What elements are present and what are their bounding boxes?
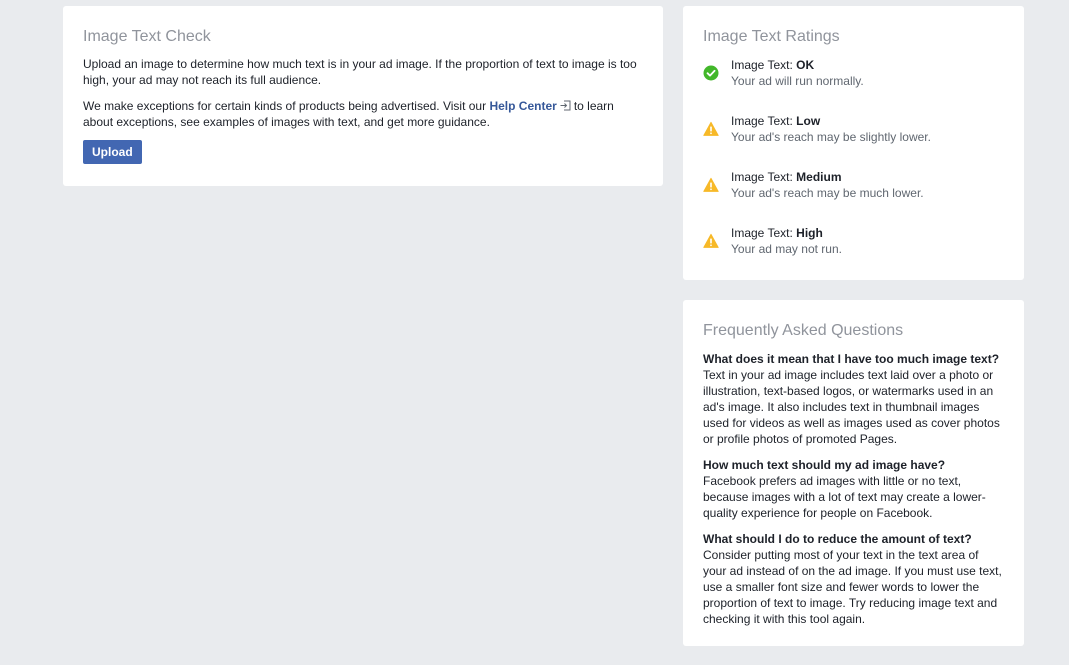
exceptions-text-after: to learn about exceptions, see examples of images with text, and get more guidance. xyxy=(83,99,614,129)
faq-item xyxy=(703,531,1004,627)
upload-button[interactable]: Upload xyxy=(83,140,142,164)
image-text-check-title: Image Text Check xyxy=(83,28,211,45)
upload-description: Upload an image to determine how much text is in your ad image. If the proportion of text to image is too high, your ad may not reach its full audience. xyxy=(83,57,637,87)
faq-item xyxy=(703,351,1004,447)
rating-level: OK xyxy=(796,58,815,72)
exceptions-text xyxy=(83,98,643,130)
external-link-icon[interactable] xyxy=(560,100,571,111)
rating-prefix: Image Text: xyxy=(731,114,797,128)
rating-high xyxy=(703,225,1004,281)
warning-icon xyxy=(703,121,719,137)
warning-icon xyxy=(703,177,719,193)
rating-high-label xyxy=(731,225,1004,241)
rating-description: Your ad may not run. xyxy=(731,242,842,256)
rating-level: Low xyxy=(796,114,821,128)
rating-description: Your ad's reach may be slightly lower. xyxy=(731,130,931,144)
faq-question: What should I do to reduce the amount of text? xyxy=(703,532,972,546)
rating-medium xyxy=(703,169,1004,225)
rating-low xyxy=(703,113,1004,169)
rating-prefix: Image Text: xyxy=(731,170,797,184)
rating-ok xyxy=(703,57,1004,113)
faq-question: How much text should my ad image have? xyxy=(703,458,946,472)
faq-item xyxy=(703,457,1004,521)
rating-ok-label xyxy=(731,57,1004,73)
faq-question: What does it mean that I have too much image text? xyxy=(703,352,1000,366)
faq-title: Frequently Asked Questions xyxy=(703,322,904,339)
check-circle-icon xyxy=(703,65,719,81)
rating-low-label xyxy=(731,113,1004,129)
image-text-ratings-card xyxy=(683,6,1024,280)
rating-description: Your ad will run normally. xyxy=(731,74,864,88)
image-text-ratings-title: Image Text Ratings xyxy=(703,28,840,45)
rating-prefix: Image Text: xyxy=(731,58,797,72)
rating-medium-label xyxy=(731,169,1004,185)
rating-description: Your ad's reach may be much lower. xyxy=(731,186,924,200)
help-center-link[interactable]: Help Center xyxy=(489,99,557,113)
exceptions-text-before: We make exceptions for certain kinds of products being advertised. Visit our xyxy=(83,99,487,113)
faq-answer: Consider putting most of your text in the text area of your ad instead of on the ad image. If you must use text, use a smaller font size and fewer words to lower the proportion of text to image. Try reducing image text and checking it with this tool again. xyxy=(703,548,1002,626)
faq-card xyxy=(683,300,1024,646)
rating-level: Medium xyxy=(796,170,842,184)
faq-answer: Facebook prefers ad images with little or no text, because images with a lot of text may create a lower-quality experience for people on Facebook. xyxy=(703,474,986,520)
image-text-check-card xyxy=(63,6,663,186)
faq-answer: Text in your ad image includes text laid over a photo or illustration, text-based logos, or watermarks used in an ad's image. It also includes text in thumbnail images used for videos as well as images used as cover photos or profile photos of promoted Pages. xyxy=(703,368,1000,446)
rating-prefix: Image Text: xyxy=(731,226,797,240)
rating-level: High xyxy=(796,226,823,240)
warning-icon xyxy=(703,233,719,249)
